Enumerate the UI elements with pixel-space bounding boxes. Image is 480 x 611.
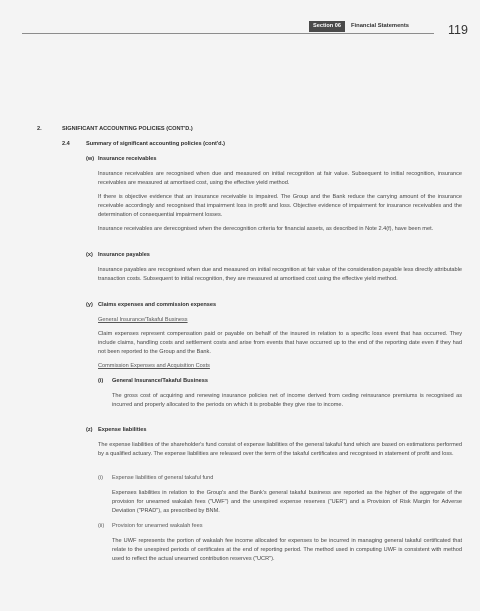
paragraph: Claim expenses represent compensation paid or payable on behalf of the insured in relation to a specific loss event that has occurred. They include claims, handling costs and settlement costs and arise from events that have occurred up to the end of the reporting date even if they had not been reported to the Group and the Bank. xyxy=(98,331,462,355)
paragraph: The UWF represents the portion of wakalah fee income allocated for expenses to be incurred in managing general takaful certificated that relate to the unexpired periods of certificates at the end of reporting period. The method used in computing UWF is consistent with method used to reflect the actual unearned contribution reserves ("UCR"). xyxy=(112,538,462,562)
paragraph: If there is objective evidence that an insurance receivable is impaired. The Group and the Bank reduce the carrying amount of the insurance receivable accordingly and recognised that impairment loss in profit and loss. Objective evidence of impairment for insurance receivables and the determination of consequential impairment losses. xyxy=(98,194,462,218)
heading-title: SIGNIFICANT ACCOUNTING POLICIES (CONT'D.) xyxy=(62,126,193,132)
section-badge: Section 06 xyxy=(309,21,345,32)
item-z-ii-title: Provision for unearned wakalah fees xyxy=(112,523,203,529)
item-z-label: (z) xyxy=(86,427,93,433)
subheading-number: 2.4 xyxy=(62,141,70,147)
item-y-title: Claims expenses and commission expenses xyxy=(98,302,217,308)
item-z-ii-label: (ii) xyxy=(98,523,105,529)
underlined-subheading: Commission Expenses and Acquisition Costs xyxy=(98,363,210,369)
header-rule xyxy=(22,33,434,34)
subheading-title: Summary of significant accounting policies (cont'd.) xyxy=(86,141,226,147)
section-title: Financial Statements xyxy=(351,23,409,29)
item-x-label: (x) xyxy=(86,252,93,258)
paragraph: Insurance payables are recognised when due and measured on initial recognition at fair value of the consideration payable less directly attributable transaction costs. Subsequent to initial recognition, they are measured at amortised cost using the effective yield method. xyxy=(98,267,462,282)
underlined-subheading: General Insurance/Takaful Business xyxy=(98,317,188,323)
heading-number: 2. xyxy=(37,126,42,132)
item-x-title: Insurance payables xyxy=(98,252,150,258)
paragraph: The expense liabilities of the shareholder's fund consist of expense liabilities of the general takaful fund which are based on estimations performed by a qualified actuary. The expense liabilities are released over the term of the takaful certificates and recognised in statement of profit and loss. xyxy=(98,442,462,457)
item-y-i-title: General Insurance/Takaful Business xyxy=(112,378,208,384)
item-z-title: Expense liabilities xyxy=(98,427,147,433)
item-z-i-label: (i) xyxy=(98,475,103,481)
item-y-i-label: (i) xyxy=(98,378,104,384)
paragraph: The gross cost of acquiring and renewing insurance policies net of income derived from ceding reinsurance premiums is recognised as incurred and properly allocated to the periods on which it is probable they give rise to income. xyxy=(112,393,462,408)
paragraph: Expenses liabilities in relation to the Group's and the Bank's general takaful business are reported as the higher of the aggregate of the provision for unearned wakalah fees ("UWF") and the unexpired expense reserves ("UER") and a Provision of Risk Margin for Adverse Deviation ("PRAD"), as prescribed by BNM. xyxy=(112,490,462,514)
paragraph: Insurance receivables are derecognised when the derecognition criteria for financial assets, as described in Note 2.4(f), have been met. xyxy=(98,226,434,232)
item-w-title: Insurance receivables xyxy=(98,156,157,162)
page-number: 119 xyxy=(448,23,468,37)
item-w-label: (w) xyxy=(86,156,95,162)
item-z-i-title: Expense liabilities of general takaful fund xyxy=(112,475,214,481)
paragraph: Insurance receivables are recognised when due and measured on initial recognition at fair value. Subsequent to initial recognition, insurance receivables are measured at amortised cost, using the effective yield method. xyxy=(98,171,462,186)
item-y-label: (y) xyxy=(86,302,93,308)
